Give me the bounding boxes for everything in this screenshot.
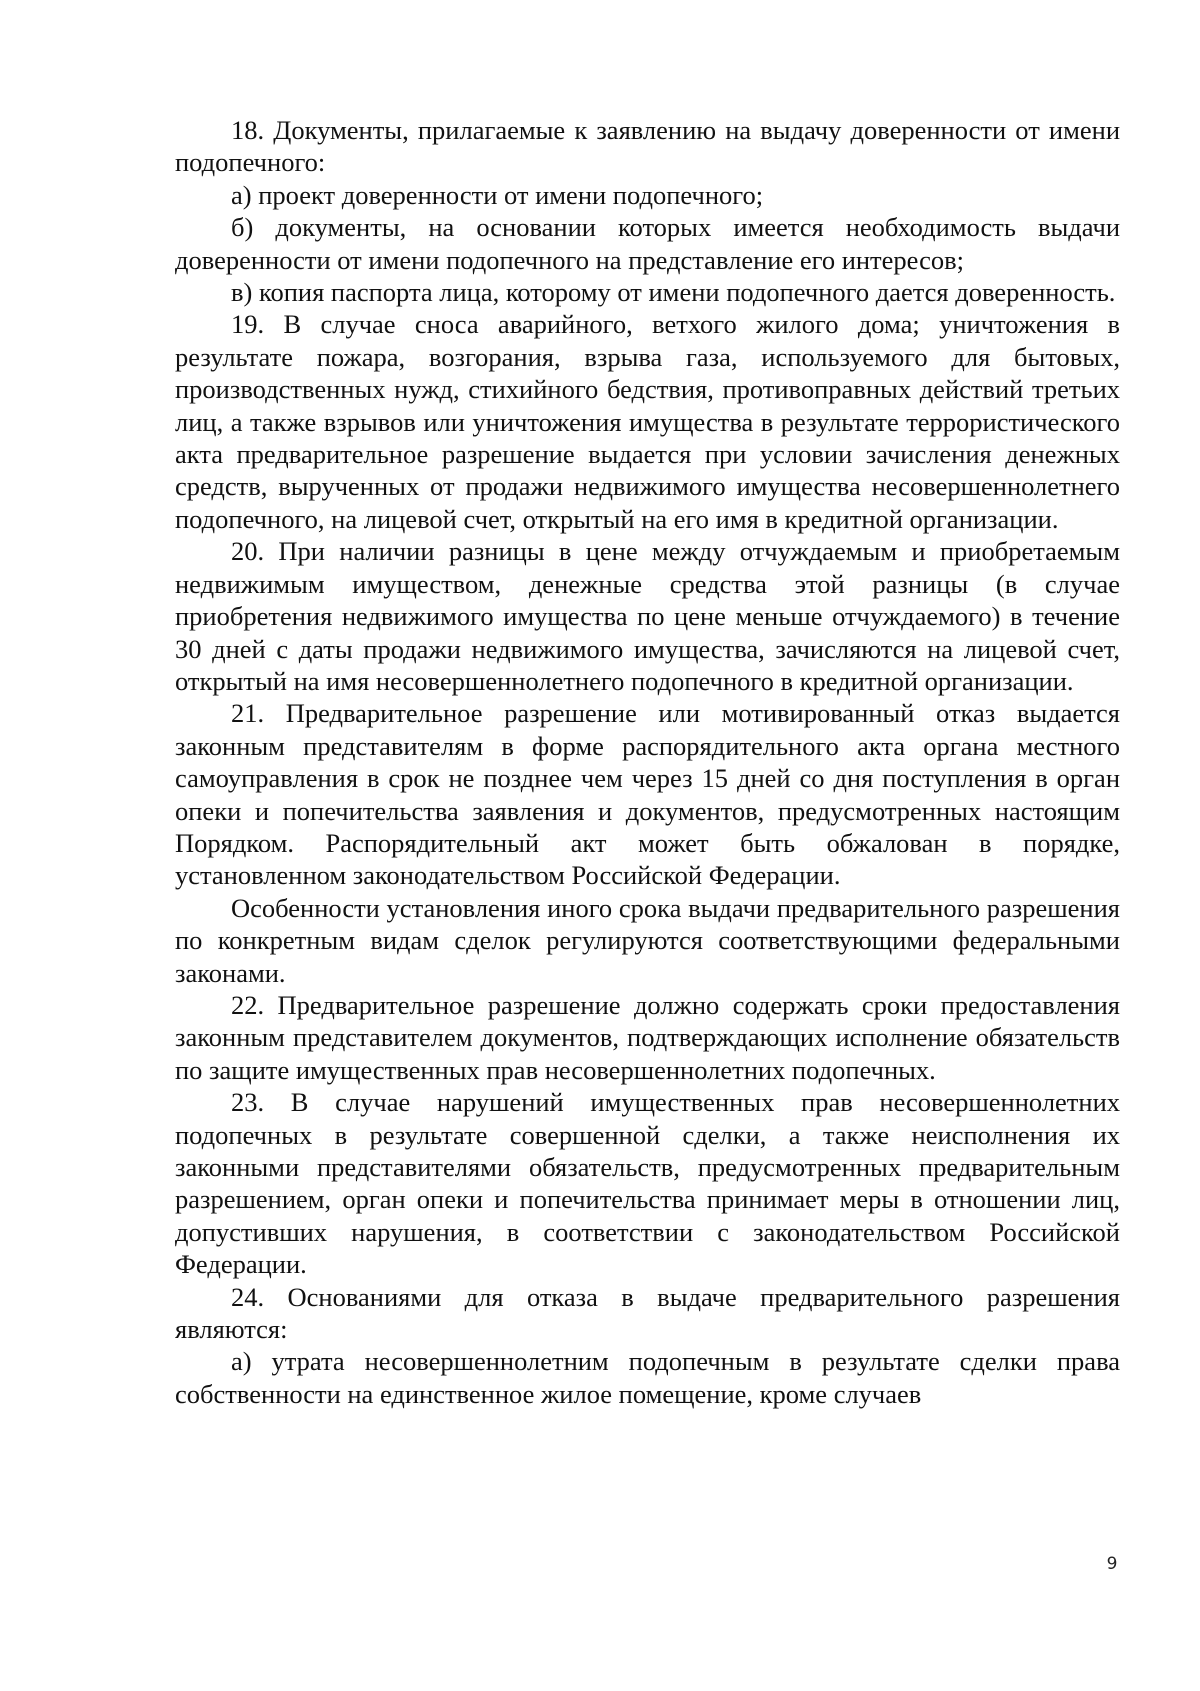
paragraph-18-a: а) проект доверенности от имени подопечного;: [231, 179, 764, 210]
paragraph-19: 19. В случае сноса аварийного, ветхого жилого дома; уничтожения в результате пожара, возгорания, взрыва газа, используемого для бытовых, производственных нужд, стихийного бедствия, противоправных действий третьих лиц, а также взрывов или уничтожения имущества в результате террористического акта предварительное разрешение выдается при условии зачисления денежных средств, вырученных от продажи недвижимого имущества несовершеннолетнего подопечного, на лицевой счет, открытый на его имя в кредитной организации.: [175, 309, 1120, 534]
page-number: 9: [1106, 1554, 1118, 1574]
paragraph-18: 18. Документы, прилагаемые к заявлению на выдачу доверенности от имени подопечного:: [175, 115, 1120, 178]
paragraph-18-v: в) копия паспорта лица, которому от имени подопечного дается доверенность.: [231, 277, 1116, 308]
paragraph-24: 24. Основаниями для отказа в выдаче предварительного разрешения являются:: [175, 1281, 1120, 1345]
paragraph-21: 21. Предварительное разрешение или мотивированный отказ выдается законным представителям в форме распорядительного акта органа местного самоуправления в срок не позднее чем через 15 дней со дня поступления в орган опеки и попечительства заявления и документов, предусмотренных настоящим Порядком. Распорядительный акт может быть обжалован в порядке, установленном законодательством Российской Федерации.: [175, 698, 1120, 891]
paragraph-18-b: б) документы, на основании которых имеется необходимость выдачи доверенности от имени подопечного на представление его интересов;: [175, 212, 1120, 275]
paragraph-23: 23. В случае нарушений имущественных прав несовершеннолетних подопечных в результате совершенной сделки, а также неисполнения их законными представителями обязательств, предусмотренных предварительным разрешением, орган опеки и попечительства принимает меры в отношении лиц, допустивших нарушения, в соответствии с законодательством Российской Федерации.: [175, 1087, 1120, 1280]
paragraph-20: 20. При наличии разницы в цене между отчуждаемым и приобретаемым недвижимым имуществом, денежные средства этой разницы (в случае приобретения недвижимого имущества по цене меньше отчуждаемого) в течение 30 дней с даты продажи недвижимого имущества, зачисляются на лицевой счет, открытый на имя несовершеннолетнего подопечного в кредитной организации.: [175, 536, 1120, 696]
document-body: [175, 114, 1120, 1410]
paragraph-24-a: а) утрата несовершеннолетним подопечным в результате сделки права собственности на единственное жилое помещение, кроме случаев: [175, 1346, 1120, 1409]
paragraph-22: 22. Предварительное разрешение должно содержать сроки предоставления законным представителем документов, подтверждающих исполнение обязательств по защите имущественных прав несовершеннолетних подопечных.: [175, 989, 1120, 1085]
paragraph-21-continued: Особенности установления иного срока выдачи предварительного разрешения по конкретным видам сделок регулируются соответствующими федеральными законами.: [175, 892, 1120, 988]
